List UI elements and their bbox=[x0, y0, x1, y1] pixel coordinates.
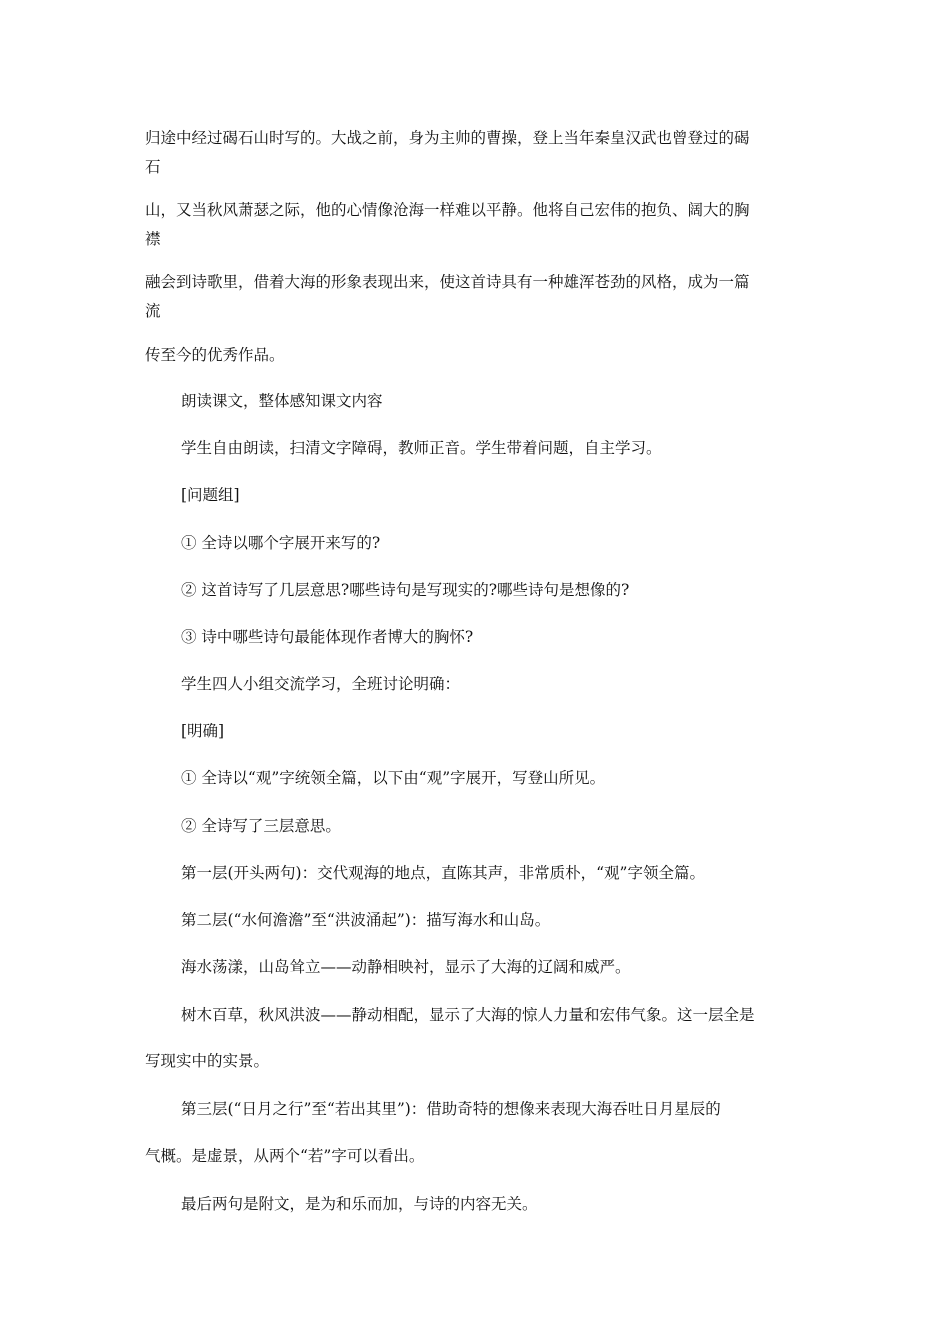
section-heading: 朗读课文，整体感知课文内容 bbox=[181, 392, 383, 410]
answer-item: ① 全诗以“观”字统领全篇，以下由“观”字展开，写登山所见。 bbox=[181, 769, 606, 787]
text-line: 山，又当秋风萧瑟之际，他的心情像沧海一样难以平静。他将自己宏伟的抱负、阔大的胸 bbox=[145, 201, 750, 219]
text-line: 襟 bbox=[145, 230, 161, 248]
answer-label: [明确] bbox=[181, 722, 225, 740]
question-item: ③ 诗中哪些诗句最能体现作者博大的胸怀? bbox=[181, 628, 474, 646]
question-item: ① 全诗以哪个字展开来写的? bbox=[181, 534, 381, 552]
text-line: 归途中经过碣石山时写的。大战之前，身为主帅的曹操，登上当年秦皇汉武也曾登过的碣 bbox=[145, 129, 750, 147]
text-line: 融会到诗歌里，借着大海的形象表现出来，使这首诗具有一种雄浑苍劲的风格，成为一篇 bbox=[145, 273, 750, 291]
question-item: ② 这首诗写了几层意思?哪些诗句是写现实的?哪些诗句是想像的? bbox=[181, 581, 630, 599]
text-line: 石 bbox=[145, 158, 161, 176]
text-line: 流 bbox=[145, 302, 161, 320]
text-line: 海水荡漾，山岛耸立——动静相映衬，显示了大海的辽阔和威严。 bbox=[181, 958, 631, 976]
text-line: 学生自由朗读，扫清文字障碍，教师正音。学生带着问题，自主学习。 bbox=[181, 439, 662, 457]
layer-description: 第一层(开头两句)：交代观海的地点，直陈其声，非常质朴，“观”字领全篇。 bbox=[181, 864, 705, 882]
text-line: 最后两句是附文，是为和乐而加，与诗的内容无关。 bbox=[181, 1195, 538, 1213]
answer-item: ② 全诗写了三层意思。 bbox=[181, 817, 341, 835]
text-line: 树木百草，秋风洪波——静动相配，显示了大海的惊人力量和宏伟气象。这一层全是 bbox=[181, 1006, 755, 1024]
text-line: 气概。是虚景，从两个“若”字可以看出。 bbox=[145, 1147, 425, 1165]
layer-description: 第三层(“日月之行”至“若出其里”)：借助奇特的想像来表现大海吞吐日月星辰的 bbox=[181, 1100, 721, 1118]
text-line: 写现实中的实景。 bbox=[145, 1052, 270, 1070]
text-line: 学生四人小组交流学习，全班讨论明确： bbox=[181, 675, 461, 693]
text-line: 传至今的优秀作品。 bbox=[145, 346, 285, 364]
question-group-label: [问题组] bbox=[181, 486, 240, 504]
layer-description: 第二层(“水何澹澹”至“洪波涌起”)：描写海水和山岛。 bbox=[181, 911, 551, 929]
